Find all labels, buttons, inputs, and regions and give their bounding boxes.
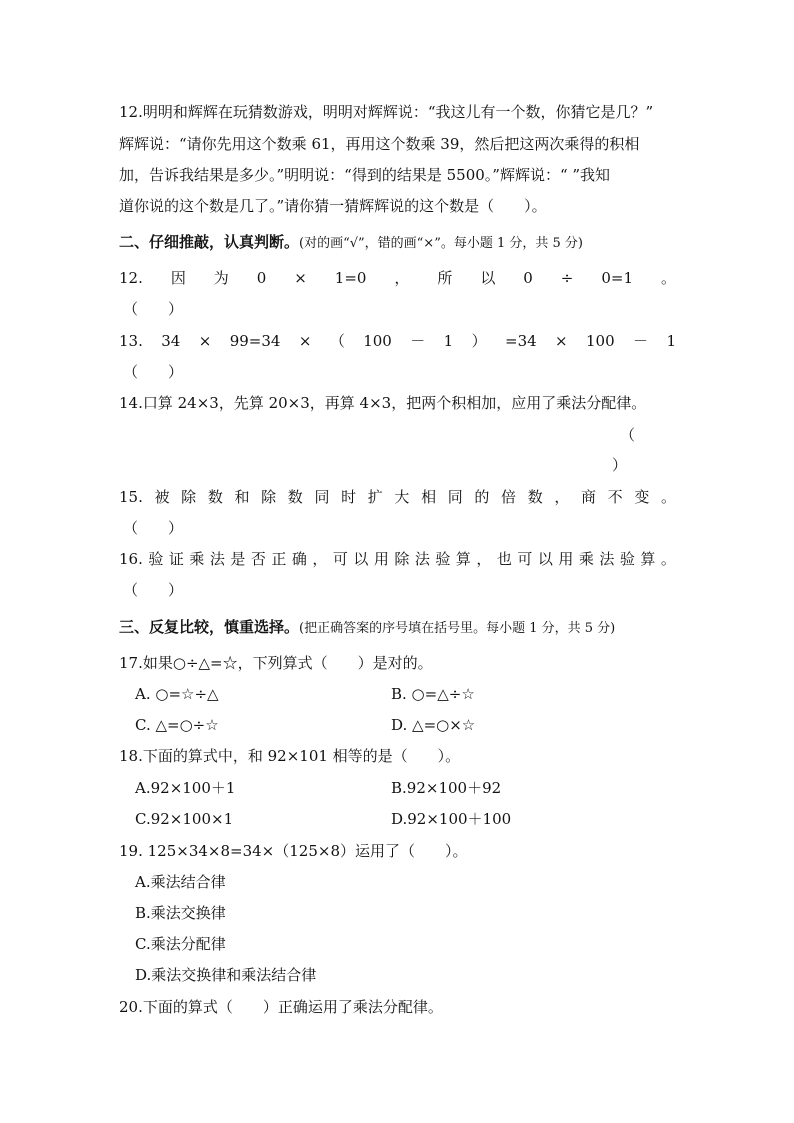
- statement-token: 变: [634, 488, 650, 506]
- judge-15-statement: [119, 487, 676, 507]
- statement-token: 不: [607, 488, 623, 506]
- judge-14-paren-open: （: [620, 426, 636, 444]
- q17-option-a: A. ○=☆÷△: [135, 685, 219, 703]
- statement-token: 倍: [501, 488, 517, 506]
- statement-token: 同: [314, 488, 330, 506]
- section-3-title: 三、反复比较，慎重选择。: [119, 618, 300, 636]
- statement-token: 的: [474, 488, 490, 506]
- statement-token: 和: [234, 488, 250, 506]
- statement-token: ，: [476, 550, 492, 568]
- statement-token: 以: [480, 269, 496, 287]
- section-3-note: (把正确答案的序号填在括号里。每小题 1 分，共 5 分): [299, 621, 616, 636]
- judge-13-statement: [119, 331, 676, 351]
- statement-token: 验: [148, 550, 164, 568]
- statement-token: 。: [660, 488, 676, 506]
- section-2-heading: [119, 232, 583, 254]
- statement-token: 扩: [367, 488, 383, 506]
- judge-14-paren-close: ）: [612, 456, 628, 474]
- q19-option-a: A.乘法结合律: [135, 873, 226, 891]
- statement-token: 法: [209, 550, 225, 568]
- q17-option-d: D. △=○×☆: [391, 716, 476, 734]
- statement-token: 是: [230, 550, 246, 568]
- statement-token: －: [633, 332, 649, 350]
- statement-token: 100: [363, 332, 392, 350]
- q19-option-c: C.乘法分配律: [135, 935, 226, 953]
- q19-stem: 19. 125×34×8=34×（125×8）运用了（ ）。: [119, 842, 468, 860]
- statement-token: ×: [555, 332, 568, 350]
- statement-token: 否: [250, 550, 266, 568]
- statement-token: ×: [294, 269, 307, 287]
- statement-token: 为: [213, 269, 229, 287]
- q18-option-c: C.92×100×1: [135, 810, 234, 828]
- statement-token: 乘: [189, 550, 205, 568]
- statement-token: 除: [181, 488, 197, 506]
- statement-token: ，: [554, 488, 570, 506]
- statement-token: 时: [341, 488, 357, 506]
- statement-token: 法: [414, 550, 430, 568]
- statement-token: 1: [666, 332, 676, 350]
- statement-token: 证: [168, 550, 184, 568]
- section-2-title: 二、仔细推敲，认真判断。: [119, 233, 300, 251]
- statement-token: 1: [443, 332, 454, 350]
- statement-token: 可: [332, 550, 348, 568]
- q17-option-b: B. ○=△÷☆: [391, 685, 475, 703]
- statement-token: 12.: [119, 269, 143, 287]
- statement-token: 算: [640, 550, 656, 568]
- statement-token: 以: [353, 550, 369, 568]
- statement-token: ）: [471, 332, 487, 350]
- statement-token: 0: [523, 269, 533, 287]
- statement-token: 0=1: [601, 269, 633, 287]
- statement-token: ÷: [560, 269, 574, 287]
- statement-token: 确: [291, 550, 307, 568]
- statement-token: 用: [373, 550, 389, 568]
- statement-token: 数: [287, 488, 303, 506]
- statement-token: 数: [207, 488, 223, 506]
- statement-token: 验: [435, 550, 451, 568]
- statement-token: 算: [455, 550, 471, 568]
- statement-token: 可: [517, 550, 533, 568]
- statement-token: 16.: [119, 550, 143, 568]
- q17-option-c: C. △=○÷☆: [135, 716, 219, 734]
- q12-line-2: 辉辉说：“请你先用这个数乘 61，再用这个数乘 39，然后把这两次乘得的积相: [119, 135, 640, 153]
- q19-option-d: D.乘法交换律和乘法结合律: [135, 966, 317, 984]
- statement-token: ，: [312, 550, 328, 568]
- statement-token: 用: [558, 550, 574, 568]
- section-2-note: (对的画“√”，错的画“×”。每小题 1 分，共 5 分): [299, 236, 583, 251]
- judge-12-answer-paren: （ ）: [123, 300, 184, 318]
- judge-14-statement: 14.口算 24×3，先算 20×3，再算 4×3，把两个积相加，应用了乘法分配律。: [119, 394, 647, 412]
- statement-token: =34: [505, 332, 537, 350]
- statement-token: 除: [261, 488, 277, 506]
- statement-token: 正: [271, 550, 287, 568]
- q19-option-b: B.乘法交换律: [135, 904, 226, 922]
- statement-token: －: [410, 332, 426, 350]
- statement-token: 商: [581, 488, 597, 506]
- q18-stem: 18.下面的算式中，和 92×101 相等的是（ ）。: [119, 747, 461, 765]
- statement-token: 34: [161, 332, 181, 350]
- statement-token: 。: [660, 269, 676, 287]
- statement-token: 。: [660, 550, 676, 568]
- judge-16-answer-paren: （ ）: [123, 581, 184, 599]
- statement-token: 0: [256, 269, 267, 287]
- statement-token: 验: [619, 550, 635, 568]
- statement-token: 所: [437, 269, 453, 287]
- statement-token: 13.: [119, 332, 143, 350]
- q12-line-4: 道你说的这个数是几了。”请你猜一猜辉辉说的这个数是（ ）。: [119, 197, 547, 215]
- statement-token: 1=0: [334, 269, 367, 287]
- q18-option-b: B.92×100＋92: [391, 779, 502, 797]
- statement-token: ，: [394, 269, 410, 287]
- statement-token: 100: [586, 332, 615, 350]
- q20-stem: 20.下面的算式（ ）正确运用了乘法分配律。: [119, 998, 443, 1016]
- statement-token: 法: [599, 550, 615, 568]
- statement-token: ×: [298, 332, 312, 350]
- statement-token: 数: [527, 488, 543, 506]
- section-3-heading: [119, 617, 615, 639]
- statement-token: 99=34: [229, 332, 281, 350]
- q18-option-a: A.92×100＋1: [135, 779, 236, 797]
- judge-12-statement: [119, 268, 676, 288]
- statement-token: 15.: [119, 488, 143, 506]
- q12-line-1: 12.明明和辉辉在玩猜数游戏，明明对辉辉说：“我这儿有一个数，你猜它是几？”: [119, 103, 654, 121]
- statement-token: 同: [447, 488, 463, 506]
- statement-token: 大: [394, 488, 410, 506]
- judge-16-statement: [119, 549, 676, 569]
- statement-token: 因: [170, 269, 186, 287]
- judge-13-answer-paren: （ ）: [123, 363, 184, 381]
- statement-token: 相: [421, 488, 437, 506]
- statement-token: 以: [537, 550, 553, 568]
- statement-token: ×: [198, 332, 212, 350]
- statement-token: 除: [394, 550, 410, 568]
- statement-token: 被: [154, 488, 170, 506]
- q17-stem: 17.如果○÷△=☆，下列算式（ ）是对的。: [119, 654, 433, 672]
- statement-token: （: [329, 332, 345, 350]
- q12-line-3: 加，告诉我结果是多少。”明明说：“得到的结果是 5500。”辉辉说：“ ”我知: [119, 166, 611, 184]
- statement-token: 也: [496, 550, 512, 568]
- q18-option-d: D.92×100＋100: [391, 810, 512, 828]
- judge-15-answer-paren: （ ）: [123, 519, 184, 537]
- statement-token: 乘: [578, 550, 594, 568]
